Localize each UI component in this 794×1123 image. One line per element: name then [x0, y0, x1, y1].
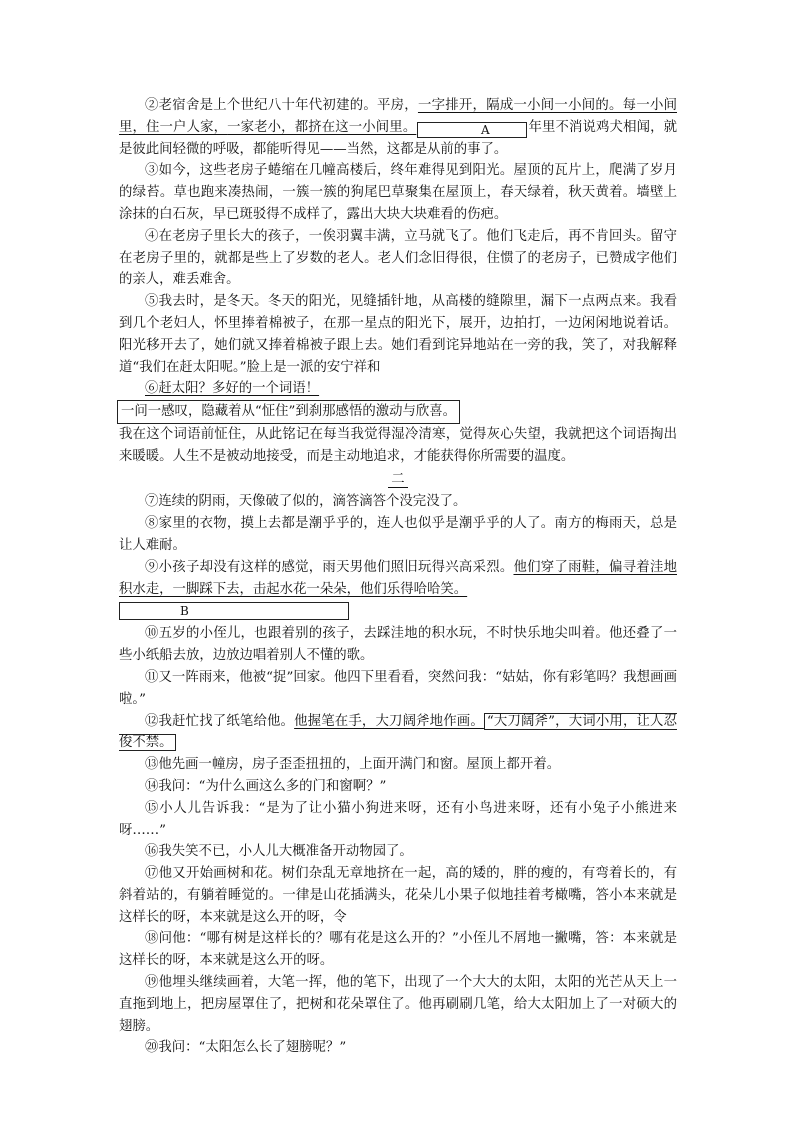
section-number: 二 [388, 472, 407, 488]
blank-a[interactable]: A [417, 122, 527, 138]
document-page [119, 95, 677, 1059]
paragraph-20: ⑳我问：“太阳怎么长了翅膀呢？” [145, 1040, 347, 1056]
p9-text-a: ⑨小孩子却没有这样的感觉，雨天男他们照旧玩得兴高采烈。 [145, 559, 514, 575]
paragraph-16: ⑯我失笑不已，小人儿大概准备开动物园了。 [145, 844, 413, 860]
paragraph-7: ⑦连续的阴雨，天像破了似的，滴答滴答个没完没了。 [145, 494, 467, 510]
paragraph-11: ⑪又一阵雨来，他被“捉”回家。他四下里看看，突然问我：“姑姑，你有彩笔吗？我想画画啦。” [119, 669, 677, 707]
paragraph-15: ⑮小人儿告诉我：“是为了让小猫小狗进来呀，还有小鸟进来呀，还有小兔子小熊进来呀……” [119, 800, 677, 838]
p9-underlined-text: 他们穿了雨鞋，偏寻着洼地积水走，一脚踩下去，击起水花一朵朵，他们乐得哈哈笑。 [119, 559, 677, 597]
paragraph-3: ③如今，这些老房子蜷缩在几幢高楼后，终年难得见到阳光。屋顶的瓦片上，爬满了岁月的绿苔。草也跑来凑热闹，一簇一簇的狗尾巴草聚集在屋顶上，春天绿着，秋天黄着。墙壁上涂抹的白石灰，早已斑驳得不成样了，露出大块大块难看的伤疤。 [119, 163, 677, 222]
paragraph-19: ⑲他埋头继续画着，大笔一挥，他的笔下，出现了一个大大的太阳，太阳的光芒从天上一直拖到地上，把房屋罩住了，把树和花朵罩住了。他再刷刷几笔，给大太阳加上了一对硕大的翅膀。 [119, 975, 677, 1034]
blank-b[interactable]: B [119, 602, 349, 620]
paragraph-17: ⑰他又开始画树和花。树们杂乱无章地挤在一起，高的矮的，胖的瘦的，有弯着长的，有斜着站的，有躺着睡觉的。一律是山花插满头，花朵儿小果子似地挂着考橄嘴，答小本来就是这样长的呀，本来就是这么开的呀，令 [119, 866, 677, 925]
paragraph-14: ⑭我问：“为什么画这么多的门和窗啊？” [145, 778, 387, 794]
p2-underlined-text: 一字排开，隔成一小间一小间的。每一小间里，住一户人家， [119, 98, 677, 135]
paragraph-10: ⑩五岁的小侄儿，也跟着别的孩子，去踩洼地的积水玩，不时快乐地尖叫着。他还叠了一些小纸船去放，边放边唱着别人不懂的歌。 [119, 626, 677, 664]
p2-underlined-text-2: 一家老小，都挤在这一小间里。 [227, 119, 417, 135]
paragraph-4: ④在老房子里长大的孩子，一俟羽翼丰满，立马就飞了。他们飞走后，再不肯回头。留守在老房子里的，就都是些上了岁数的老人。老人们念旧得很，住惯了的老房子，已赞成字他们的亲人，难丢难舍。 [119, 228, 677, 288]
paragraph-5: ⑤我去时，是冬天。冬天的阳光，见缝插针地，从高楼的缝隙里，漏下一点两点来。我看到几个老妇人，怀里捧着棉被子，在那一星点的阳光下，展开，边拍打，一边闲闲地说着话。阳光移开去了，她们就又捧着棉被子跟上去。她们看到诧异地站在一旁的我，笑了，对我解释道“我们在赶太阳呢。”脸上是一派的安宁祥和 [119, 294, 677, 375]
paragraph-6-annotation [119, 400, 677, 424]
p2-text-a: ②老宿舍是上个世纪八十年代初建的。平房， [145, 98, 418, 113]
p2-text-d: 年里不消说鸡犬相闻，就是彼此间轻微的呼吸，都能听得见——当然，这都是从前的事了。 [119, 119, 678, 157]
paragraph-12 [119, 711, 677, 755]
paragraph-13: ⑬他先画一幢房，房子歪歪扭扭的，上面开满门和窗。屋顶上都开着。 [145, 757, 561, 773]
annotation-box-2: “大刀阔斧”，大词小用，让人忍俊不禁。 [119, 713, 678, 751]
section-mark [119, 469, 677, 491]
paragraph-6-heading [119, 378, 677, 400]
paragraph-2 [119, 95, 677, 160]
paragraph-8: ⑧家里的衣物，摸上去都是潮乎乎的，连人也似乎是潮乎乎的人了。南方的梅雨天，总是让人难耐。 [119, 516, 677, 553]
paragraph-9 [119, 557, 677, 601]
p6-exclaim: ⑥赶太阳？多好的一个词语！ [145, 381, 320, 397]
paragraph-18: ⑱问他：“哪有树是这样长的？哪有花是这么开的？”小侄儿不屑地一撇嘴，答：本来就是这样长的呀，本来就是这么开的呀。 [119, 931, 677, 969]
p12-underlined-text: 他握笔在手，大刀阔斧地作画。 [294, 713, 484, 729]
p12-text-a: ⑫我赶忙找了纸笔给他。 [145, 713, 295, 729]
paragraph-6-body: 我在这个词语前怔住，从此铭记在每当我觉得湿冷清寒，觉得灰心失望，我就把这个词语掏出来暖暖。人生不是被动地接受，而是主动地追求，才能获得你所需要的温度。 [119, 426, 677, 464]
annotation-box-1: 一问一感叹，隐藏着从“怔住”到刹那感悟的激动与欣喜。 [117, 400, 460, 424]
